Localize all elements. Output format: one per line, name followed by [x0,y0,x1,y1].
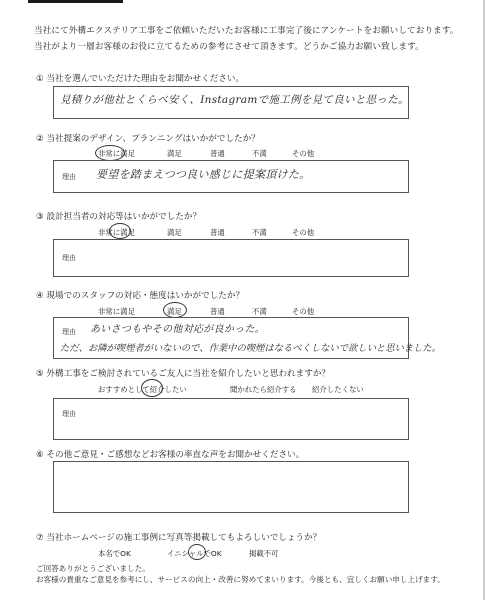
q5-option-3[interactable]: 紹介したくない [312,385,364,394]
q2-selection-circle [95,145,125,161]
q2-option-2[interactable]: 満足 [167,149,182,158]
header-rule [28,0,123,3]
reason-label-2: 理由 [62,173,76,181]
answer-box-6[interactable] [53,461,409,513]
intro-line-1: 当社にて外構エクステリア工事をご依頼いただいたお客様に工事完了後にアンケートをお願いしております。 [34,26,459,36]
q5-option-2[interactable]: 聞かれたら紹介する [230,385,297,394]
q3-option-4[interactable]: 不満 [252,228,267,237]
reason-label-5: 理由 [62,410,76,418]
q7-option-3[interactable]: 掲載不可 [249,549,279,558]
question-3: ③ 設計担当者の対応等はいかがでしたか？ [36,212,202,222]
q7-option-1[interactable]: 本名でOK [98,549,131,558]
question-1: ① 当社を選んでいただけた理由をお聞かせください。 [36,74,245,84]
answer-4-line-1: あいさつもやその他対応が良かった。 [90,324,266,335]
q2-option-3[interactable]: 普通 [210,149,225,158]
q5-option-1[interactable]: おすすめとして紹介したい [98,385,187,394]
q3-option-2[interactable]: 満足 [167,228,182,237]
options-2 [0,148,485,160]
q7-selection-circle [188,544,206,560]
q2-option-4[interactable]: 不満 [252,149,267,158]
question-6: ⑥ その他ご意見・ご感想などお客様の率直な声をお聞かせください。 [36,450,305,460]
question-5: ⑤ 外構工事をご検討されているご友人に当社を紹介したいと思われますか？ [36,369,331,379]
intro-line-2: 当社がより一層お客様のお役に立てるための参考にさせて頂きます。どうかご協力お願い致します。 [34,42,424,52]
q2-option-1[interactable]: 非常に満足 [98,149,135,158]
answer-box-5[interactable] [53,398,409,440]
options-7 [0,548,485,560]
question-4: ④ 現場でのスタッフの対応・態度はいかがでしたか？ [36,291,245,301]
question-2: ② 当社提案のデザイン、プランニングはいかがでしたか？ [36,134,260,144]
options-3 [0,227,485,239]
footer-message: お客様の貴重なご意見を参考にし、サービスの向上・改善に努めてまいります。今後とも、宜しくお願い申し上げます。 [36,575,445,584]
question-7: ⑦ 当社ホームページの施工事例に写真等掲載してもよろしいでしょうか？ [36,533,322,543]
q2-option-5[interactable]: その他 [292,149,315,158]
options-5 [0,384,485,396]
q3-option-3[interactable]: 普通 [210,228,225,237]
reason-label-4: 理由 [62,328,76,336]
q7-option-2[interactable]: イニシャルでOK [167,549,222,558]
q4-option-1[interactable]: 非常に満足 [98,307,135,316]
q4-option-3[interactable]: 普通 [210,307,225,316]
q4-option-4[interactable]: 不満 [252,307,267,316]
answer-1: 見積りが他社とくらべ安く、Instagramで施工例を見て良いと思った。 [60,94,409,106]
q3-option-1[interactable]: 非常に満足 [98,228,135,237]
q3-selection-circle [109,223,131,239]
q5-selection-circle [141,379,163,397]
footer-thanks: ご回答ありがとうございました。 [36,564,150,573]
q4-option-5[interactable]: その他 [292,307,315,316]
answer-4-line-2: ただ、お隣が喫煙者がいないので、作業中の喫煙はなるべくしないで欲しいと思いました。 [60,343,441,354]
reason-label-3: 理由 [62,254,76,262]
q4-option-2[interactable]: 満足 [167,307,182,316]
answer-box-3[interactable] [53,239,409,277]
answer-2: 要望を踏まえつつ良い感じに提案頂けた。 [96,168,311,181]
q4-selection-circle [163,302,187,318]
q3-option-5[interactable]: その他 [292,228,315,237]
